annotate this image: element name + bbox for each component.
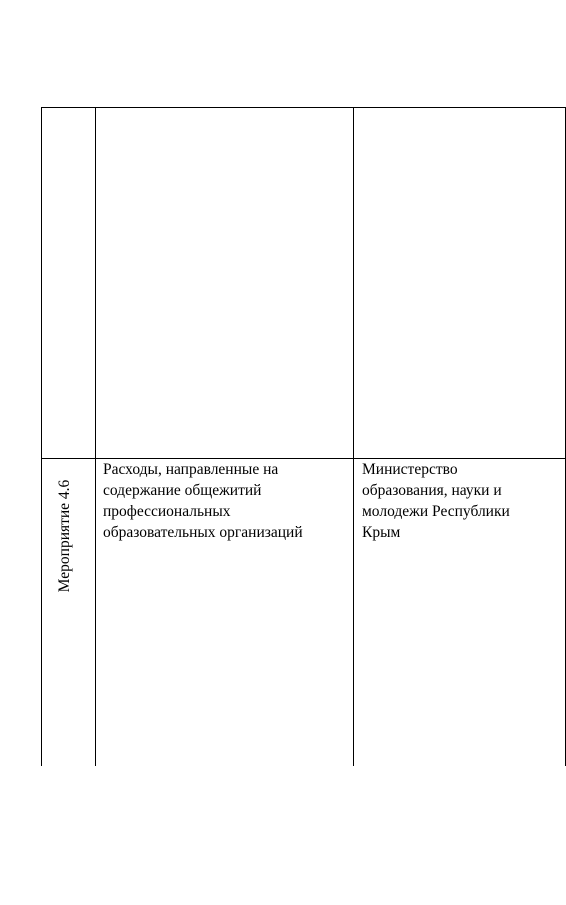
executor-line: Министерство xyxy=(362,461,458,478)
description-line: образовательных организаций xyxy=(103,524,303,541)
description-line: Расходы, направленные на xyxy=(103,461,279,478)
description-cell xyxy=(103,459,303,543)
table-column-divider-1 xyxy=(95,107,96,766)
activity-number-cell xyxy=(50,466,80,606)
description-line: профессиональных xyxy=(103,503,231,520)
table-column-divider-2 xyxy=(353,107,354,766)
description-line: содержание общежитий xyxy=(103,482,262,499)
table-border-top xyxy=(41,107,566,108)
executor-line: Крым xyxy=(362,524,401,541)
table-border-left xyxy=(41,107,42,766)
executor-cell xyxy=(362,459,510,543)
activity-number-label: Мероприятие 4.6 xyxy=(56,479,73,593)
executor-line: образования, науки и xyxy=(362,482,502,499)
executor-line: молодежи Республики xyxy=(362,503,510,520)
